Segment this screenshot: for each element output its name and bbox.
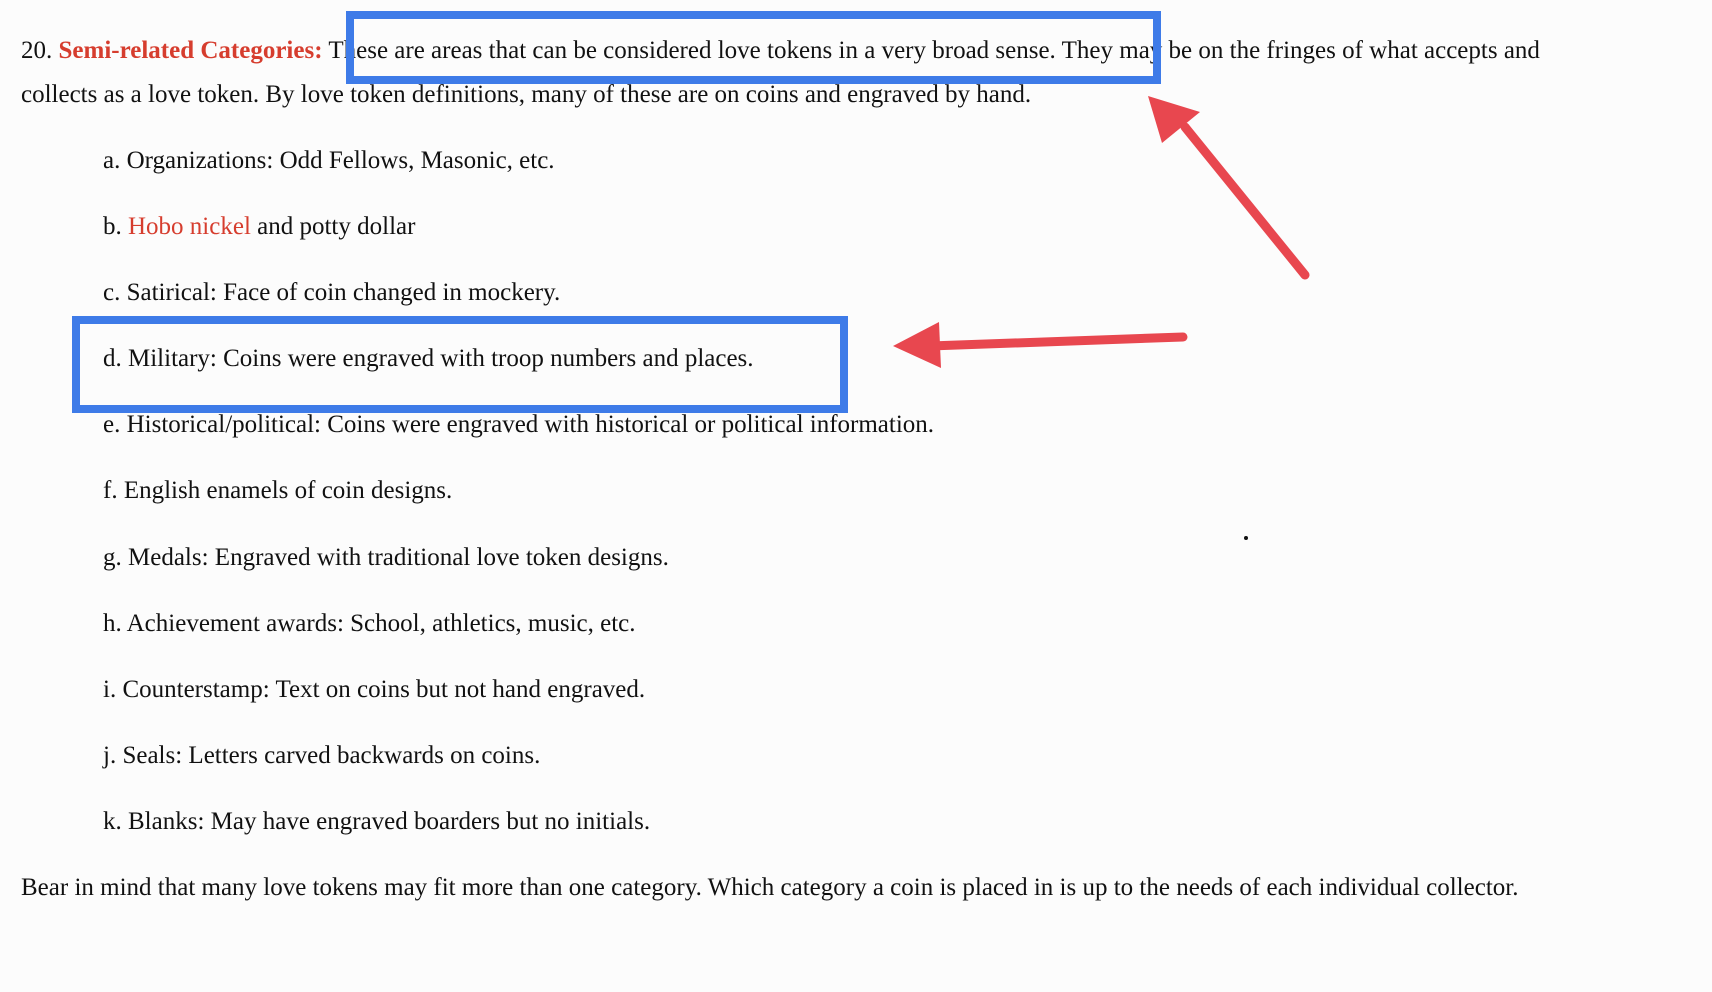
item-text: Satirical: Face of coin changed in mockery. [126, 279, 561, 306]
stray-dot-mark [1244, 536, 1248, 540]
item-letter: h. [103, 610, 122, 637]
item-text: Blanks: May have engraved boarders but no initials. [128, 808, 651, 835]
item-letter: a. [103, 147, 121, 174]
section-heading: Semi-related Categories: [58, 37, 323, 64]
arrow-up-left-annotation [1148, 96, 1305, 275]
item-letter: c. [103, 279, 121, 306]
item-text: Seals: Letters carved backwards on coins. [122, 742, 541, 769]
item-text: Counterstamp: Text on coins but not hand engraved. [122, 676, 646, 703]
item-text: English enamels of coin designs. [123, 477, 453, 504]
item-text: Medals: Engraved with traditional love token designs. [128, 544, 669, 571]
item-letter: i. [103, 676, 117, 703]
item-letter: e. [103, 411, 121, 438]
item-letter: f. [103, 477, 118, 504]
intro-continuation: They may be on the fringes of what accepts and [1061, 37, 1540, 64]
item-letter: j. [103, 742, 117, 769]
item-text: Military: Coins were engraved with troop numbers and places. [128, 345, 754, 372]
item-letter: d. [103, 345, 122, 372]
hobo-nickel-link[interactable]: Hobo nickel [128, 213, 251, 240]
item-letter: b. [103, 213, 122, 240]
item-text: Organizations: Odd Fellows, Masonic, etc. [126, 147, 555, 174]
intro-highlighted-sentence: These are areas that can be considered love tokens in a very broad sense. [328, 37, 1056, 64]
item-letter: k. [103, 808, 122, 835]
intro-second-line: collects as a love token. By love token definitions, many of these are on coins and engraved by hand. [21, 81, 1032, 108]
closing-paragraph: Bear in mind that many love tokens may fit more than one category. Which category a coin is placed in is up to the needs of each individual collector. [21, 874, 1519, 901]
item-text: and potty dollar [257, 213, 416, 240]
arrow-left-annotation [893, 322, 1183, 368]
item-letter: g. [103, 544, 122, 571]
item-text: Historical/political: Coins were engraved with historical or political information. [126, 411, 935, 438]
item-text: Achievement awards: School, athletics, music, etc. [126, 610, 636, 637]
section-number: 20. [21, 37, 53, 64]
